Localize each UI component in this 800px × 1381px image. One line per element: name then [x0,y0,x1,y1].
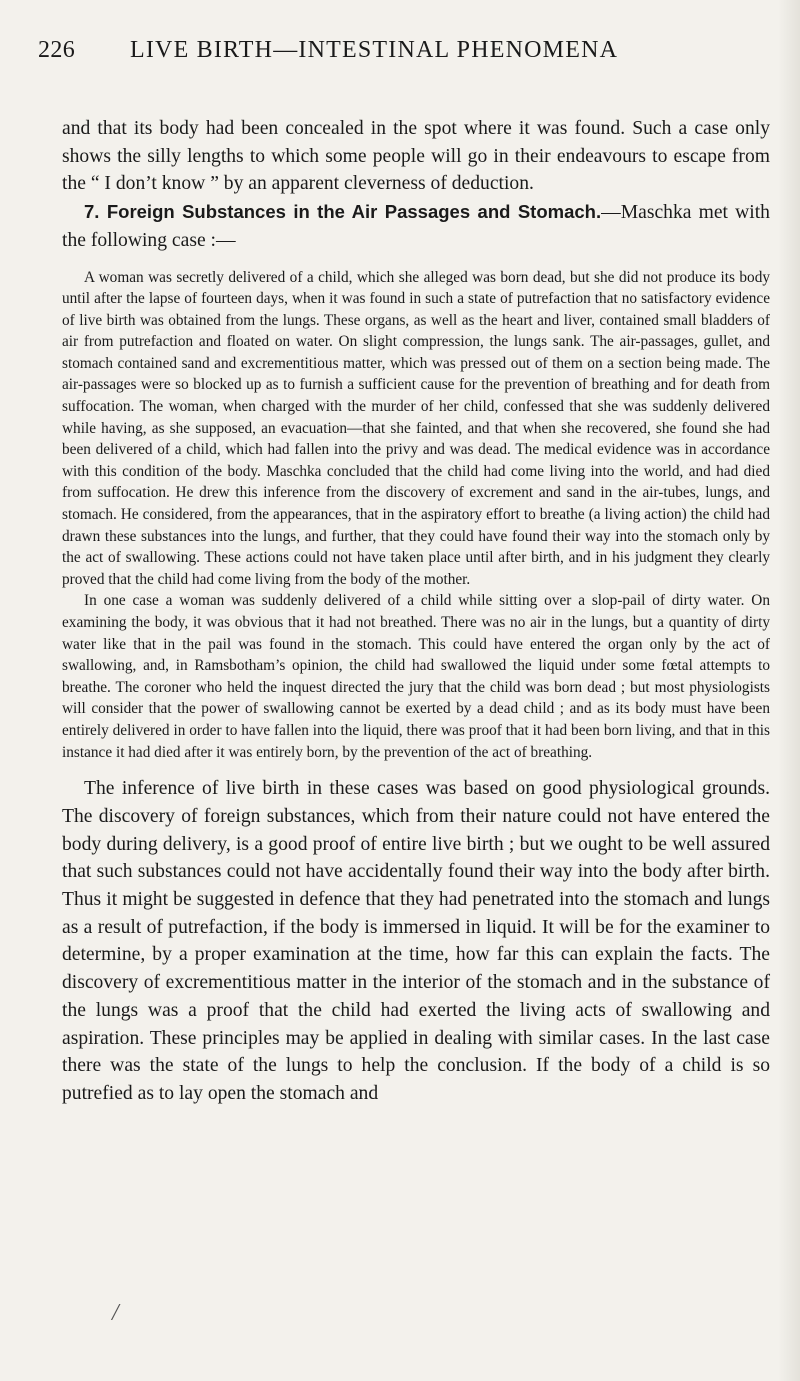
page-number: 226 [38,37,76,63]
discussion [62,775,770,1107]
body-text [62,115,770,1108]
case-extract [62,267,770,764]
page-edge-shadow [778,0,800,1381]
section-paragraph [62,198,770,254]
case-extract-paragraph-1: A woman was secretly delivered of a child, which she alleged was born dead, but she did not produce its body until after the lapse of fourteen days, when it was found in such a state of putrefaction that no satisfactory evidence of live birth was obtained from the lungs. These organs, as well as the heart and liver, contained small bladders of air from putrefaction and floated on water. On slight compression, the lungs sank. The air-passages, gullet, and stomach contained sand and excrementitious matter, which was pressed out of them on a section being made. The air-passages were so blocked up as to furnish a sufficient cause for the prevention of breathing and for death from suffocation. The woman, when charged with the murder of her child, confessed that she was suddenly delivered while having, as she supposed, an evacuation—that she fainted, and that when she recovered, she found she had been delivered of a child, which had fallen into the privy and was dead. The medical evidence was in accordance with this condition of the body. Maschka concluded that the child had come living into the world, and had died from suffocation. He drew this inference from the discovery of excrement and sand in the air-tubes, lungs, and stomach. He considered, from the appearances, that in the aspiratory effort to breathe (a living action) the child had drawn these substances into the lungs, and further, that they could have found their way into the stomach only by the act of swallowing. These actions could not have taken place until after birth, and in his judgment they clearly proved that the child had come living from the body of the mother. [62,268,770,588]
section-intro: —Maschka met with the following case :— [62,202,770,251]
section-heading: 7. Foreign Substances in the Air Passages and Stomach. [84,201,602,223]
case-extract-paragraph-2: In one case a woman was suddenly delivered of a child while sitting over a slop-pail of dirty water. On examining the body, it was obvious that it had not breathed. There was no air in the lungs, but a quantity of dirty water like that in the pail was found in the stomach. This could have entered the organ only by the act of swallowing, and, in Ramsbotham’s opinion, the child had swallowed the liquid under some fœtal attempts to breathe. The coroner who held the inquest directed the jury that the child was born dead ; but most physiologists will consider that the power of swallowing cannot be exerted by a dead child ; and as its body must have been entirely delivered in order to have fallen into the liquid, there was proof that it had been born living, and that in this instance it had died after it was entirely born, by the prevention of the act of breathing. [62,592,770,761]
paragraph-continued: and that its body had been concealed in the spot where it was found. Such a case only shows the silly lengths to which some people will go in their endeavours to escape from the “ I don’t know ” by an apparent cleverness of deduction. [62,118,770,195]
stray-pen-mark: / [112,1300,119,1326]
discussion-paragraph: The inference of live birth in these cases was based on good physiological grounds. The discovery of foreign substances, which from their nature could not have entered the body during delivery, is a good proof of entire live birth ; but we ought to be well assured that such substances could not have accidentally found their way into the body after birth. Thus it might be suggested in defence that they had penetrated into the stomach and lungs as a result of putrefaction, if the body is immersed in liquid. It will be for the examiner to determine, by a proper examination at the time, how far this can explain the facts. The discovery of excrementitious matter in the interior of the stomach and in the substance of the lungs was a proof that the child had exerted the living acts of swallowing and aspiration. These principles may be applied in dealing with similar cases. In the last case there was the state of the lungs to help the conclusion. If the body of a child is so putrefied as to lay open the stomach and [62,778,770,1104]
running-head [38,37,762,67]
running-title: LIVE BIRTH—INTESTINAL PHENOMENA [130,37,619,63]
